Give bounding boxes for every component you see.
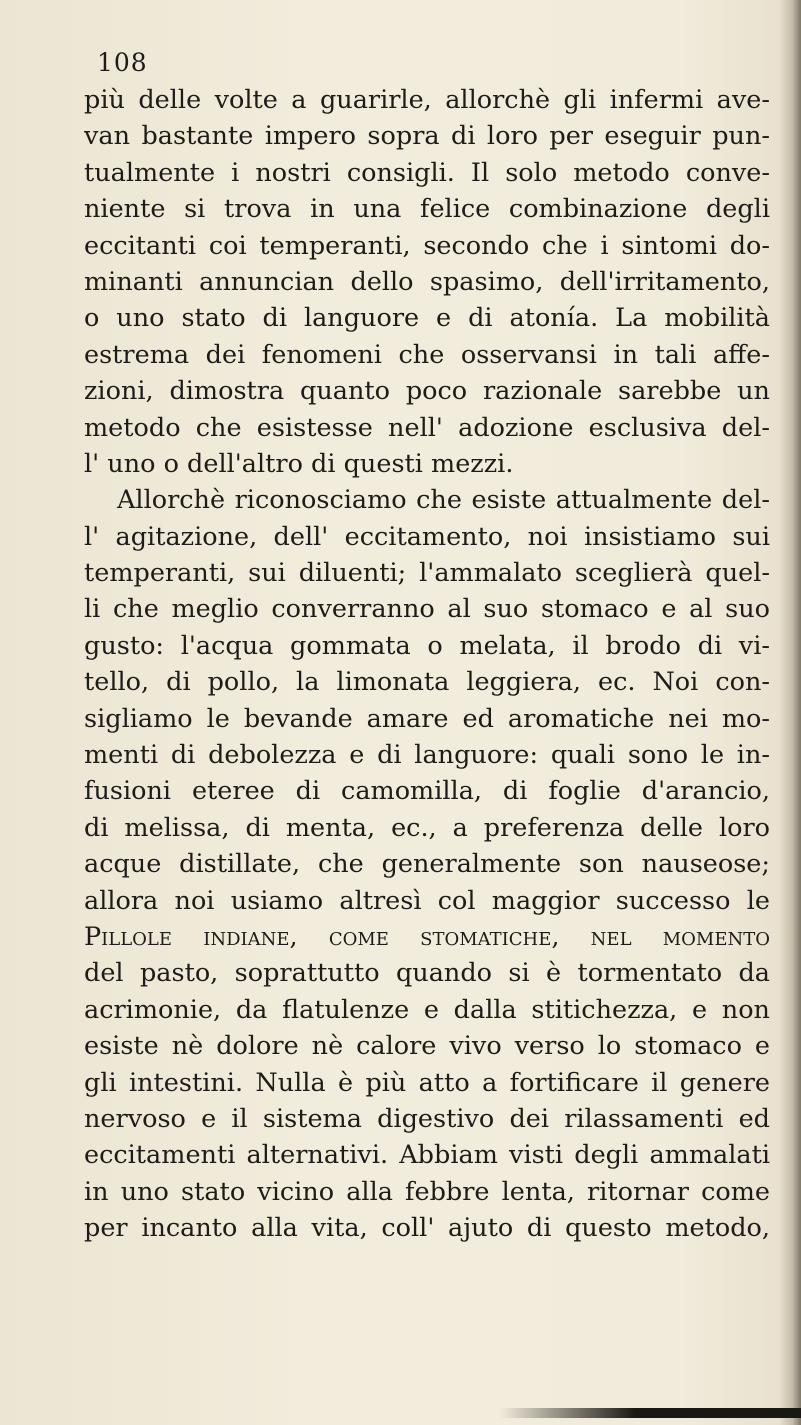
text-line: sigliamo le bevande amare ed aromatiche nei mo- bbox=[84, 703, 770, 734]
page-edge-shadow bbox=[779, 0, 801, 1425]
text-line: gli intestini. Nulla è più atto a fortificare il genere bbox=[84, 1067, 770, 1098]
text-line: l' uno o dell'altro di questi mezzi. bbox=[84, 448, 514, 479]
text-line: Allorchè riconosciamo che esiste attualmente del- bbox=[117, 485, 770, 516]
text-line: esiste nè dolore nè calore vivo verso lo stomaco e bbox=[84, 1031, 770, 1062]
text-line: gusto: l'acqua gommata o melata, il brodo di vi- bbox=[84, 630, 770, 661]
text-line: o uno stato di languore e di atonía. La mobilità bbox=[84, 303, 770, 334]
text-line: acrimonie, da flatulenze e dalla stitichezza, e non bbox=[84, 994, 770, 1025]
text-line: in uno stato vicino alla febbre lenta, ritornar come bbox=[84, 1176, 770, 1207]
text-line: temperanti, sui diluenti; l'ammalato sceglierà quel- bbox=[84, 558, 770, 589]
text-line: van bastante impero sopra di loro per eseguir pun- bbox=[84, 121, 770, 152]
text-line: nervoso e il sistema digestivo dei rilassamenti ed bbox=[84, 1103, 770, 1134]
text-line: tello, di pollo, la limonata leggiera, ec. Noi con- bbox=[84, 667, 770, 698]
text-line: niente si trova in una felice combinazione degli bbox=[84, 194, 770, 225]
text-line: acque distillate, che generalmente son nauseose; bbox=[84, 849, 770, 880]
text-line: Pillole indiane, come stomatiche, nel momento bbox=[84, 921, 770, 952]
text-line: li che meglio converranno al suo stomaco e al suo bbox=[84, 594, 770, 625]
text-line: più delle volte a guarirle, allorchè gli infermi ave- bbox=[84, 85, 770, 115]
text-line: eccitanti coi temperanti, secondo che i sintomi do- bbox=[84, 230, 770, 261]
text-line: di melissa, di menta, ec., a preferenza delle loro bbox=[84, 812, 770, 843]
text-line: metodo che esistesse nell' adozione esclusiva del- bbox=[84, 412, 770, 443]
text-line: fusioni eteree di camomilla, di foglie d'arancio, bbox=[84, 776, 770, 807]
text-line: tualmente i nostri consigli. Il solo metodo conve- bbox=[84, 157, 770, 188]
bottom-rule bbox=[500, 1408, 801, 1418]
page-number: 108 bbox=[97, 48, 148, 77]
text-line: allora noi usiamo altresì col maggior successo le bbox=[84, 885, 770, 916]
text-line: eccitamenti alternativi. Abbiam visti degli ammalati bbox=[84, 1140, 770, 1171]
body-text bbox=[84, 82, 770, 1247]
text-line: del pasto, soprattutto quando si è tormentato da bbox=[84, 958, 770, 989]
text-line: estrema dei fenomeni che osservansi in tali affe- bbox=[84, 339, 770, 370]
text-line: per incanto alla vita, coll' ajuto di questo metodo, bbox=[84, 1213, 770, 1244]
text-line: menti di debolezza e di languore: quali sono le in- bbox=[84, 740, 770, 771]
text-line: l' agitazione, dell' eccitamento, noi insistiamo sui bbox=[84, 521, 770, 552]
text-line: zioni, dimostra quanto poco razionale sarebbe un bbox=[84, 376, 770, 407]
text-line: minanti annuncian dello spasimo, dell'irritamento, bbox=[84, 266, 770, 297]
